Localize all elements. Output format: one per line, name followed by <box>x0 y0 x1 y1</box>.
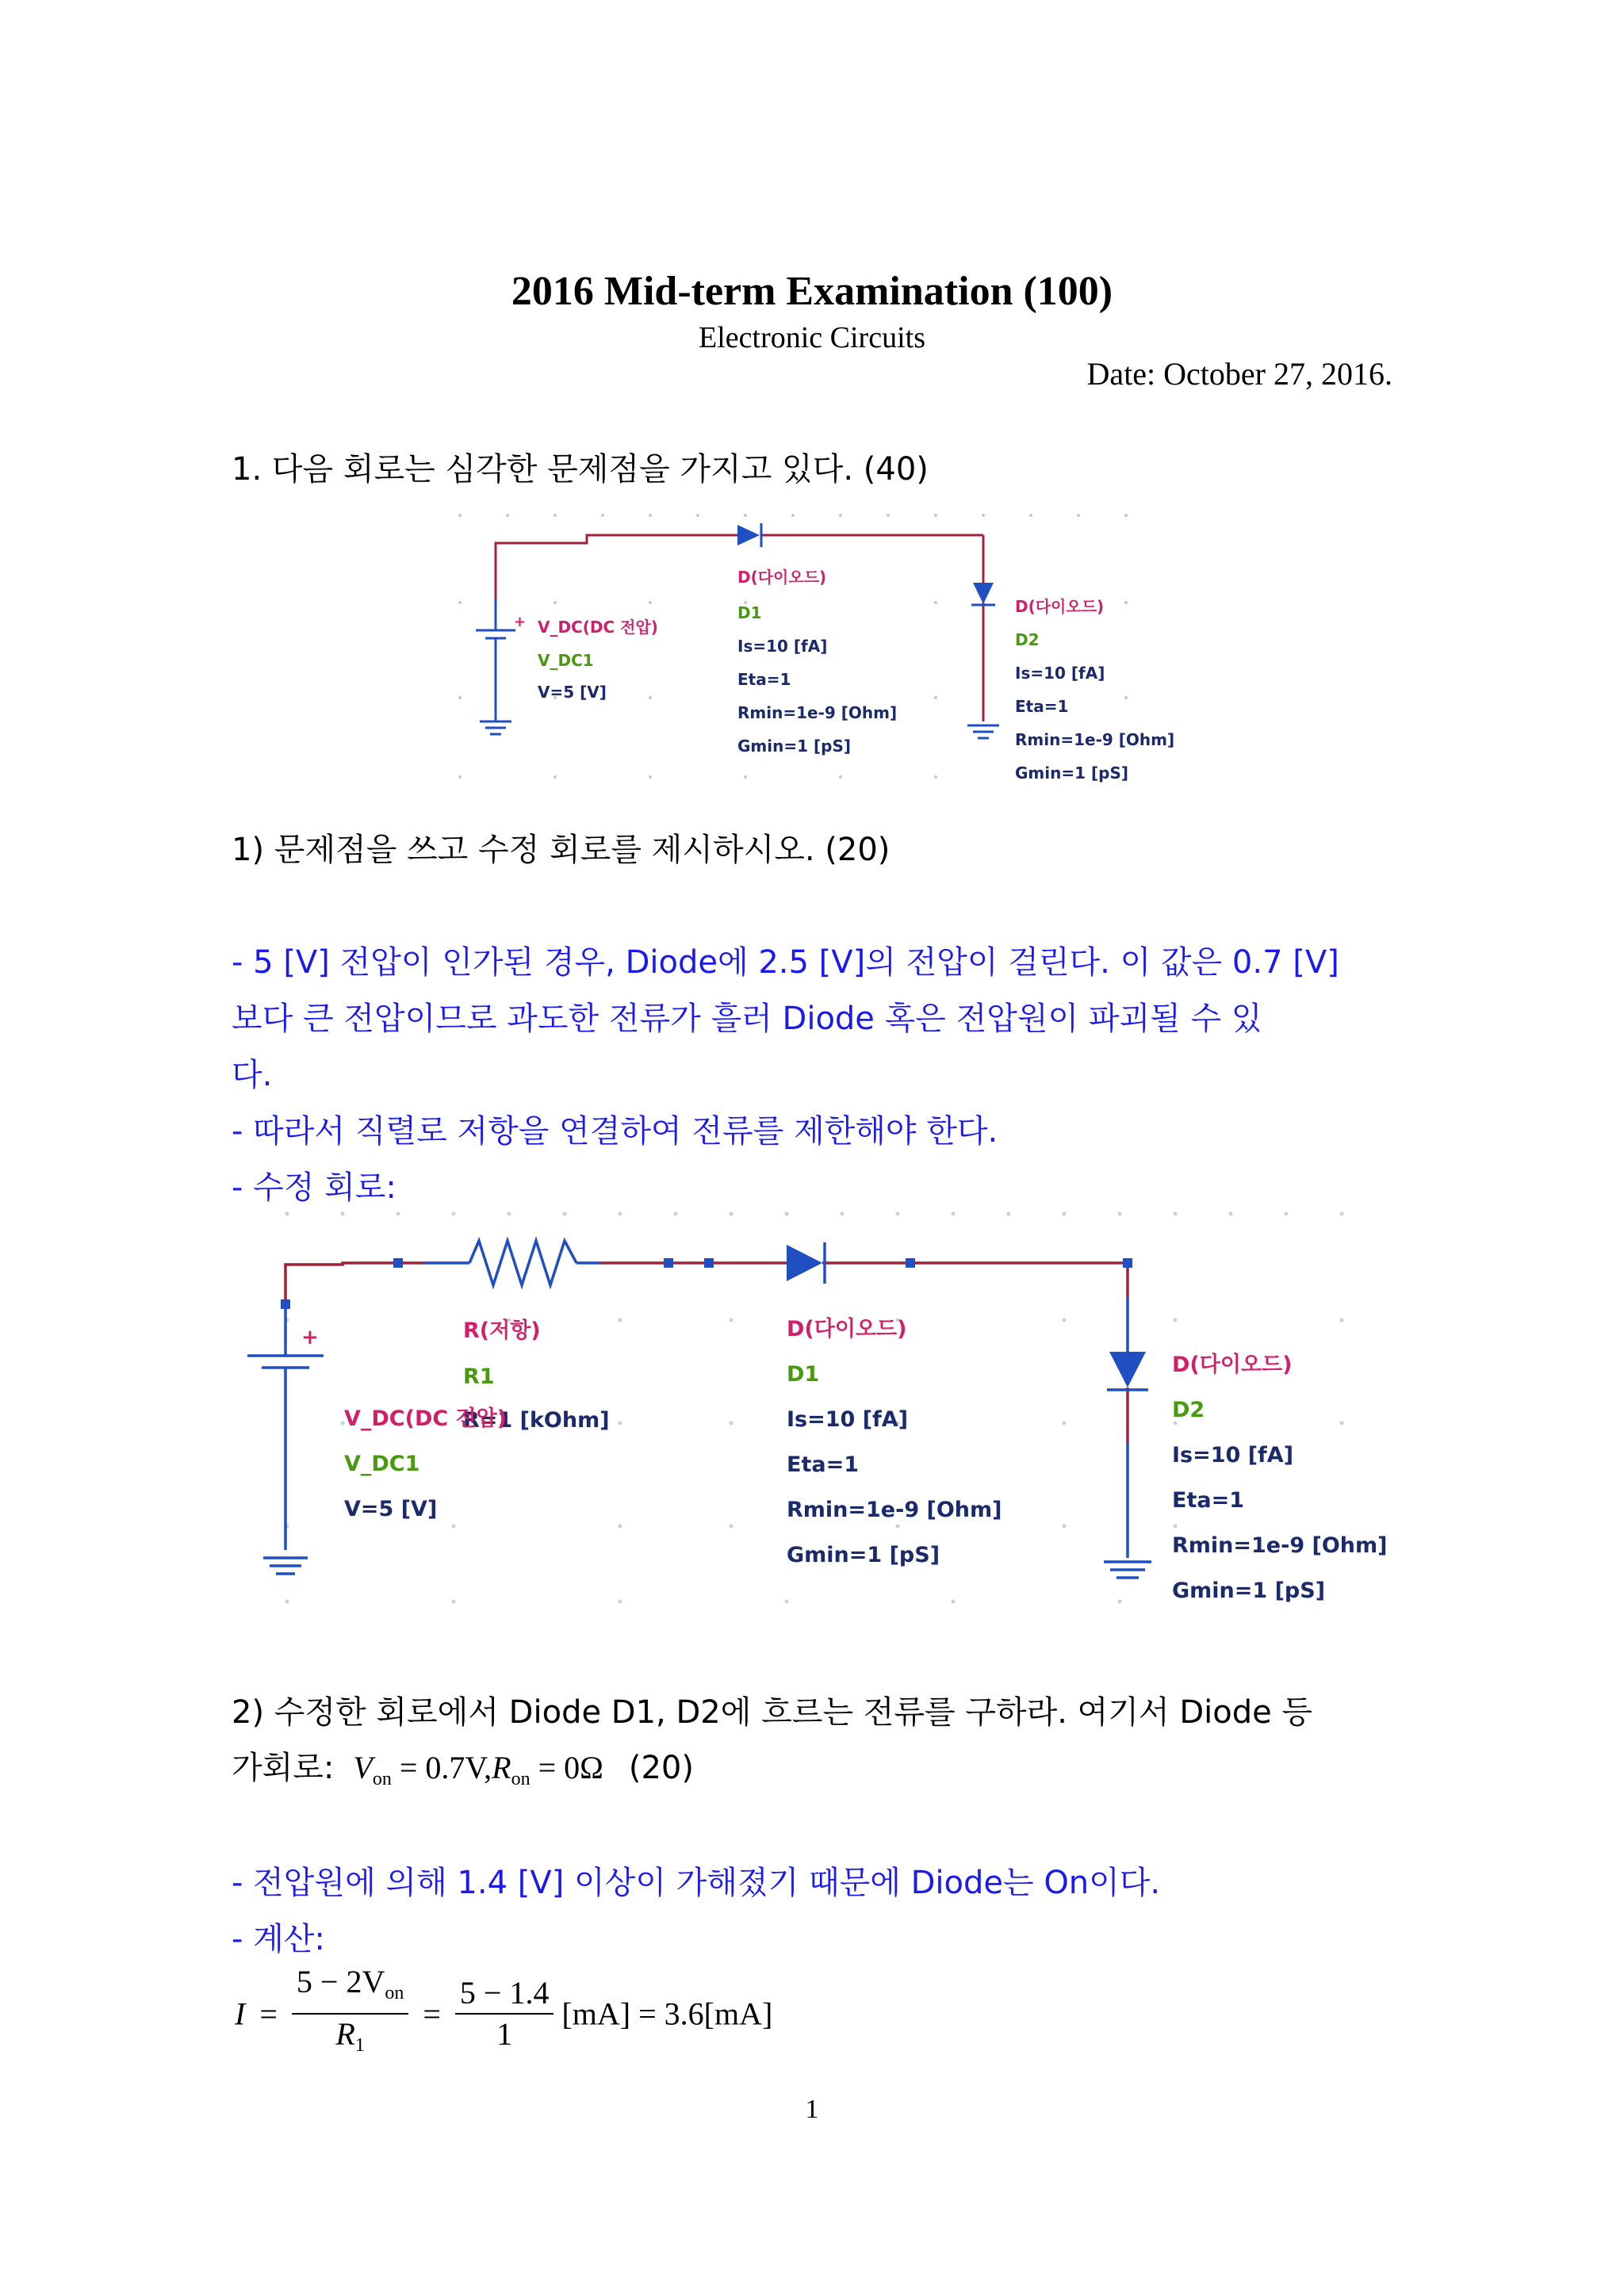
svg-text:+: + <box>514 614 527 630</box>
answer-1-line-3: 다. <box>232 1057 273 1093</box>
sub-question-2-line-2 <box>232 1743 694 1790</box>
current-formula: I = $\frac{5 - 2V_{on}}{R_1}$ = $\frac{5 - 1.4}{1}$ [mA] = 3.6[mA] <box>235 1964 773 2056</box>
c1-d2-rmin: Rmin=1e-9 [Ohm] <box>1015 730 1175 749</box>
voltage-source-symbol <box>247 1299 324 1574</box>
c2-resistor-type: R(저항) <box>463 1318 541 1343</box>
sub-question-1: 1) 문제점을 쓰고 수정 회로를 제시하시오. (20) <box>232 832 891 868</box>
c2-d2-rmin: Rmin=1e-9 [Ohm] <box>1172 1533 1388 1558</box>
c1-d2-gmin: Gmin=1 [pS] <box>1015 763 1128 783</box>
c2-d2-eta: Eta=1 <box>1172 1488 1244 1513</box>
c1-source-name: V_DC1 <box>538 651 594 670</box>
c2-resistor-value: R=1 [kOhm] <box>463 1408 610 1433</box>
c2-d1-rmin: Rmin=1e-9 [Ohm] <box>787 1498 1002 1522</box>
c1-d1-type: D(다이오드) <box>737 568 827 587</box>
answer-1-line-5: - 수정 회로: <box>232 1169 396 1206</box>
answer-1-line-1: - 5 [V] 전압이 인가된 경우, Diode에 2.5 [V]의 전압이 걸린다. 이 값은 0.7 [V] <box>232 944 1339 981</box>
diode-d1-symbol <box>787 1242 825 1284</box>
answer-1-line-2: 보다 큰 전압이므로 과도한 전류가 흘러 Diode 혹은 전압원이 파괴될 수 있 <box>232 1001 1262 1037</box>
answer-2-line-1: - 전압원에 의해 1.4 [V] 이상이 가해졌기 때문에 Diode는 On이다. <box>232 1865 1161 1901</box>
c2-d1-eta: Eta=1 <box>787 1452 859 1477</box>
exam-title: 2016 Mid-term Examination (100) <box>511 269 1113 314</box>
svg-text:+: + <box>301 1326 319 1349</box>
c1-d2-eta: Eta=1 <box>1015 697 1069 716</box>
c1-d1-rmin: Rmin=1e-9 [Ohm] <box>737 703 898 722</box>
circuit-1-svg <box>444 507 1189 801</box>
c2-resistor-name: R1 <box>463 1364 495 1389</box>
c2-d1-is: Is=10 [fA] <box>787 1407 909 1432</box>
sub-question-2-points: (20) <box>628 1750 694 1786</box>
c2-source-type: V_DC(DC 전압) <box>344 1406 508 1431</box>
c2-source-name: V_DC1 <box>344 1452 420 1476</box>
voltage-source-symbol <box>476 599 526 734</box>
c1-d1-gmin: Gmin=1 [pS] <box>737 737 851 756</box>
c2-d1-name: D1 <box>787 1362 820 1387</box>
c1-d2-name: D2 <box>1015 630 1040 649</box>
c1-source-value: V=5 [V] <box>538 683 607 702</box>
c2-d1-gmin: Gmin=1 [pS] <box>787 1543 940 1567</box>
c2-d2-is: Is=10 [fA] <box>1172 1443 1294 1468</box>
c1-d2-is: Is=10 [fA] <box>1015 664 1105 683</box>
sub-question-2-line-1: 2) 수정한 회로에서 Diode D1, D2에 흐르는 전류를 구하라. 여기서 Diode 등 <box>232 1694 1313 1731</box>
circuit-2-svg <box>232 1209 1405 1613</box>
circuit-diagram-corrected <box>232 1209 1405 1613</box>
exam-subtitle: Electronic Circuits <box>699 321 925 354</box>
diode-d1-symbol <box>737 523 761 547</box>
c1-d1-name: D1 <box>737 603 762 622</box>
question-1: 1. 다음 회로는 심각한 문제점을 가지고 있다. (40) <box>232 451 929 488</box>
equivalent-circuit-label: 가회로: <box>232 1750 335 1786</box>
c2-d2-name: D2 <box>1172 1398 1205 1422</box>
page-number: 1 <box>805 2095 819 2124</box>
c1-d1-eta: Eta=1 <box>737 670 791 689</box>
circuit-diagram-original <box>444 507 1189 801</box>
equivalent-circuit-formula: $V_{on} = 0.7V,R_{on} = 0\Omega$ <box>353 1750 603 1789</box>
c1-d2-type: D(다이오드) <box>1015 597 1105 616</box>
exam-date: Date: October 27, 2016. <box>1086 356 1392 392</box>
c1-source-type: V_DC(DC 전압) <box>538 618 658 637</box>
c2-d2-gmin: Gmin=1 [pS] <box>1172 1578 1326 1603</box>
c2-d2-type: D(다이오드) <box>1172 1353 1293 1377</box>
answer-1-line-4: - 따라서 직렬로 저항을 연결하여 전류를 제한해야 한다. <box>232 1113 998 1150</box>
c2-d1-type: D(다이오드) <box>787 1317 907 1341</box>
c1-d1-is: Is=10 [fA] <box>737 637 828 656</box>
answer-2-line-2: - 계산: <box>232 1921 325 1957</box>
c2-source-value: V=5 [V] <box>344 1497 438 1521</box>
